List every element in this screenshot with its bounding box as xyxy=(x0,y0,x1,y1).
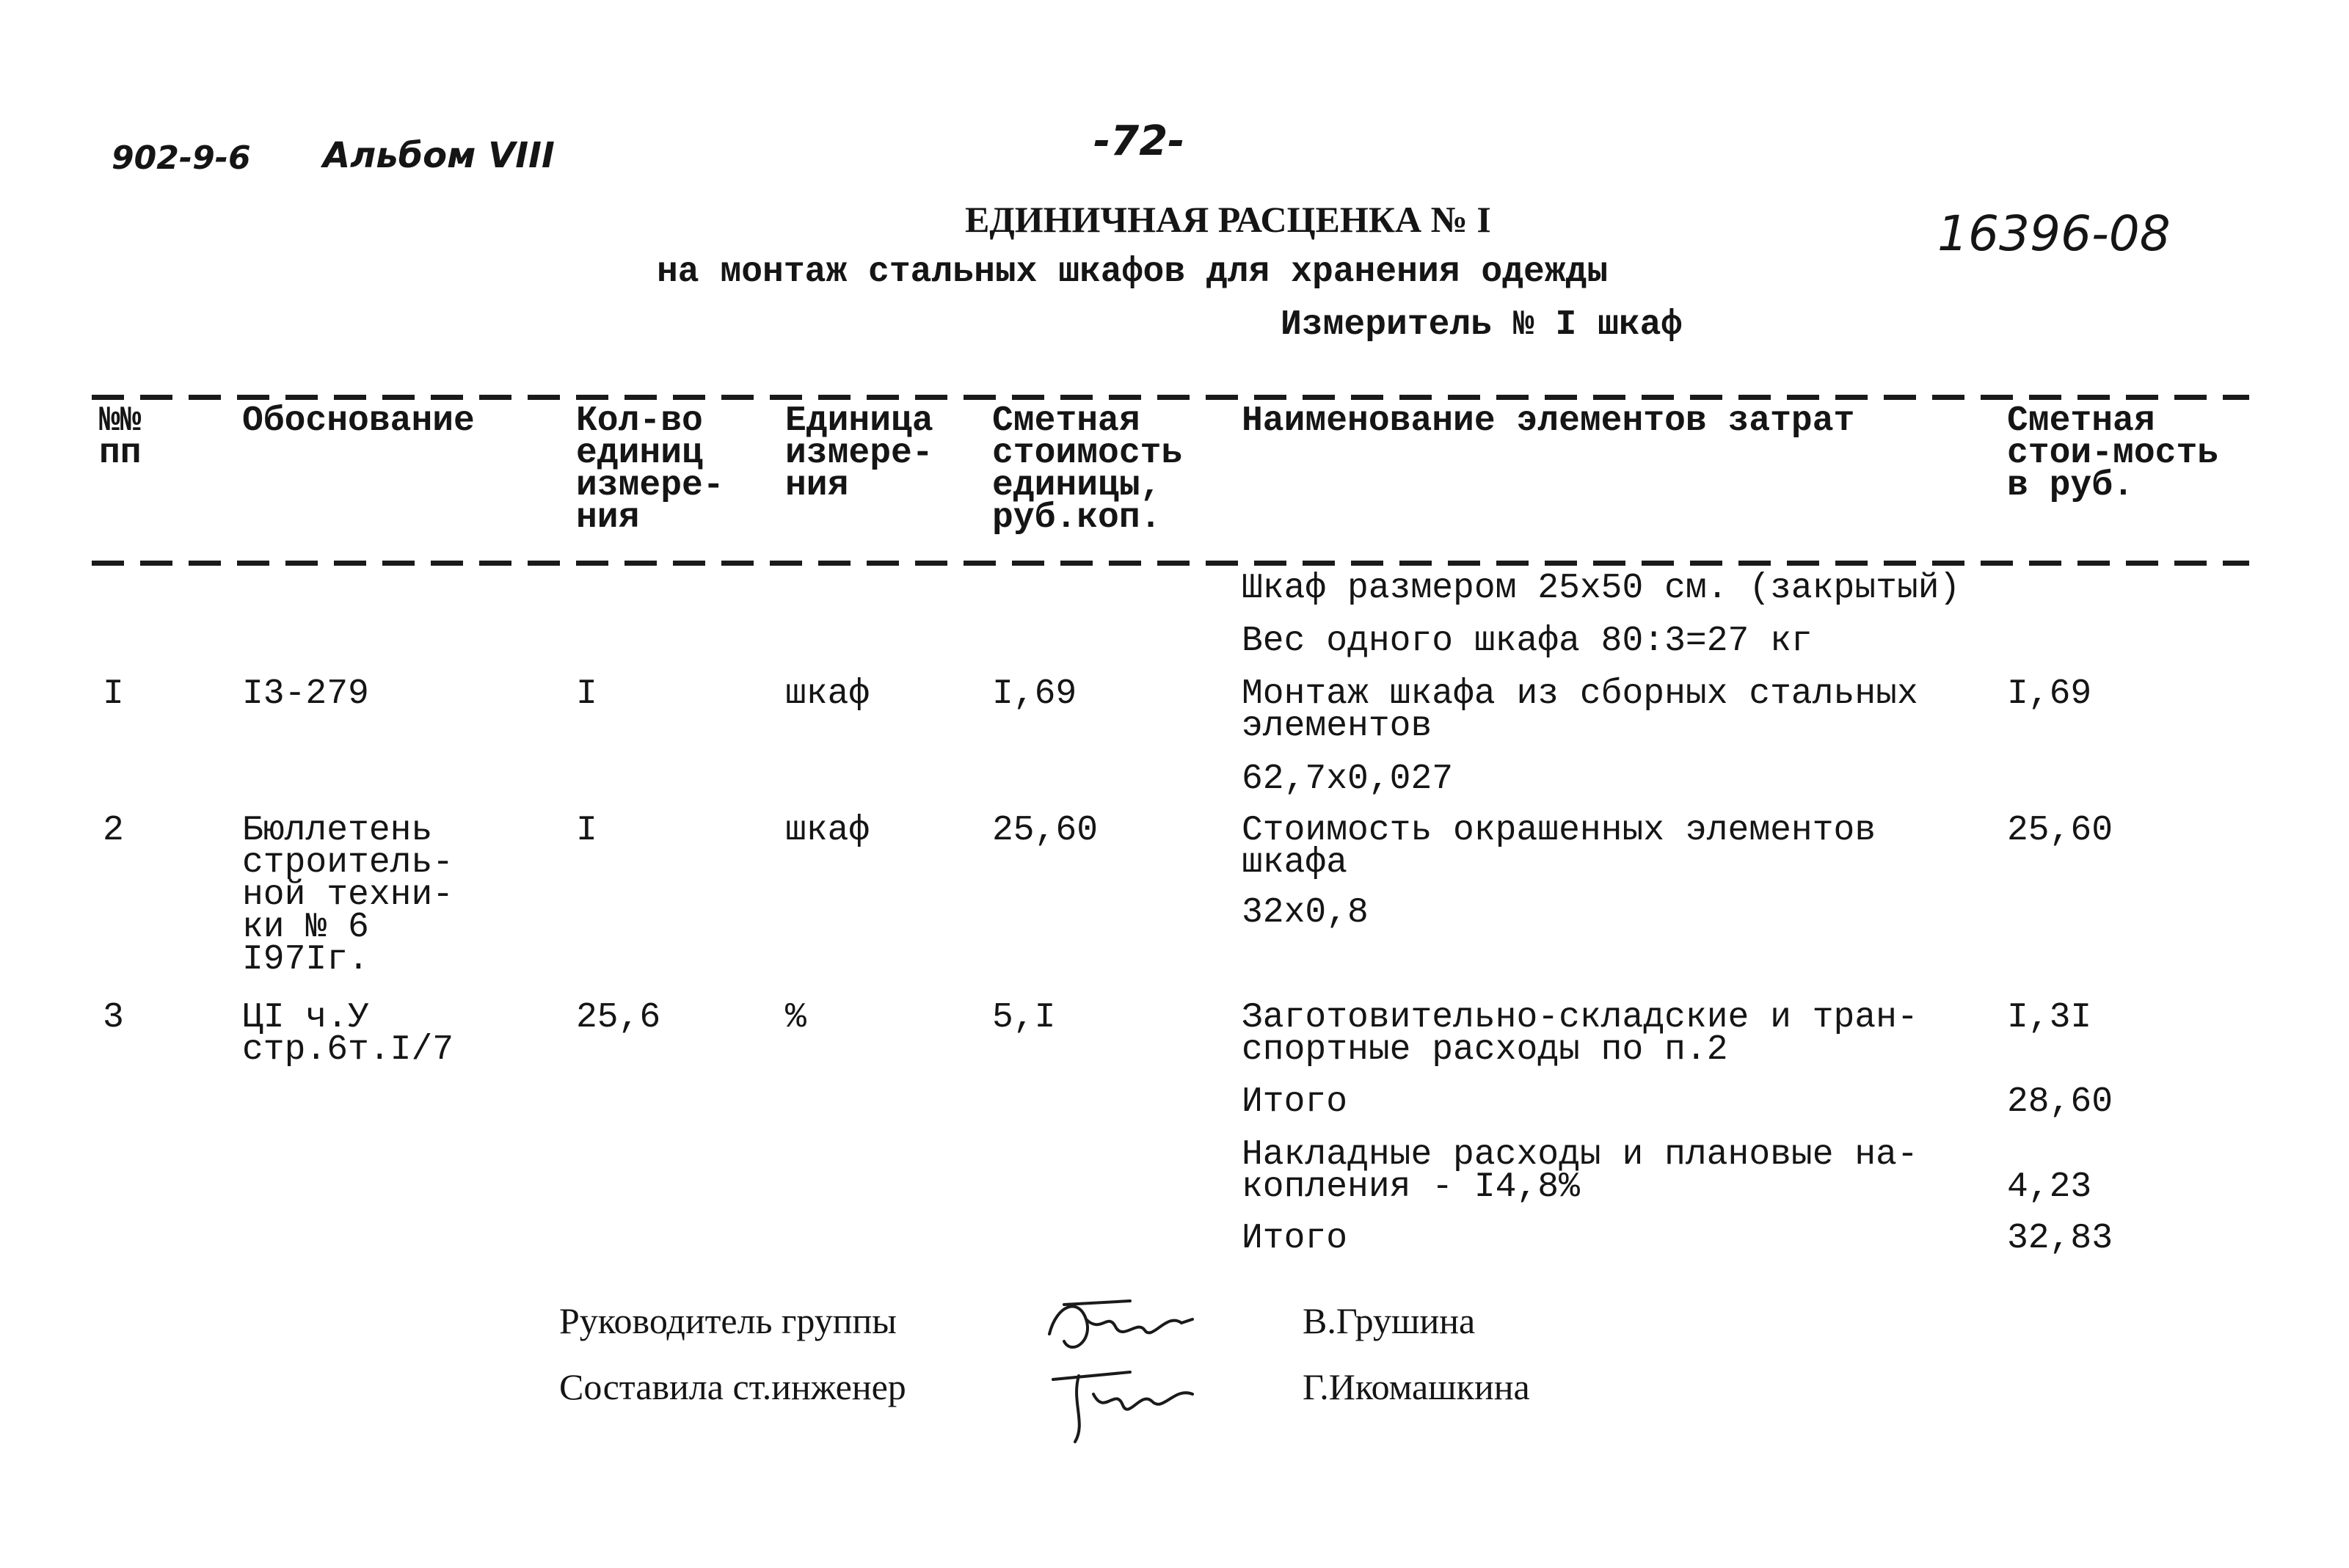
signature-role: Руководитель группы xyxy=(559,1300,897,1341)
intro-line: Шкаф размером 25х50 см. (закрытый) xyxy=(1242,569,1961,608)
summary-value: 28,60 xyxy=(2007,1082,2113,1122)
row-num: 2 xyxy=(103,811,124,850)
summary-value: 4,23 xyxy=(2007,1167,2092,1207)
row-unit-cost: 5,I xyxy=(992,998,1056,1038)
summary-label: Итого xyxy=(1242,1219,1348,1258)
row-unit: шкаф xyxy=(785,674,870,714)
col-header-unit-cost: Сметная стоимость единицы, руб.коп. xyxy=(992,401,1183,538)
row-basis: ЦI ч.У стр.6т.I/7 xyxy=(242,998,454,1070)
row-num: I xyxy=(103,674,124,714)
row-qty: I xyxy=(576,811,597,850)
col-header-qty: Кол-во единиц измере-ния xyxy=(576,401,724,538)
row-calc: 62,7х0,027 xyxy=(1242,759,1454,799)
signature-name: Г.Икомашкина xyxy=(1303,1366,1530,1407)
col-header-num: №№ пп xyxy=(99,401,142,473)
row-calc: 32х0,8 xyxy=(1242,893,1369,933)
page-number: -72- xyxy=(1093,117,1185,165)
summary-value: 32,83 xyxy=(2007,1219,2113,1258)
row-unit: шкаф xyxy=(785,811,870,850)
col-header-unit: Единица измере-ния xyxy=(785,401,933,506)
row-total: I,3I xyxy=(2007,998,2092,1038)
row-basis: I3-279 xyxy=(242,674,369,714)
row-name: Монтаж шкафа из сборных стальных элементов xyxy=(1242,674,1918,746)
row-name: Заготовительно-складские и тран-спортные расходы по п.2 xyxy=(1242,998,1918,1070)
row-unit-cost: 25,60 xyxy=(992,811,1099,850)
header-top-rule xyxy=(92,395,2249,400)
measure-unit: Измеритель № I шкаф xyxy=(1281,305,1683,345)
album-ref: 902-9-6 xyxy=(112,139,251,177)
row-qty: 25,6 xyxy=(576,998,661,1038)
intro-line: Вес одного шкафа 80:3=27 кг xyxy=(1242,621,1813,661)
col-header-basis: Обоснование xyxy=(242,401,475,441)
signature-role: Составила ст.инженер xyxy=(559,1366,906,1407)
row-total: 25,60 xyxy=(2007,811,2113,850)
row-qty: I xyxy=(576,674,597,714)
col-header-name: Наименование элементов затрат xyxy=(1242,401,1855,441)
row-unit: % xyxy=(785,998,806,1038)
row-num: 3 xyxy=(103,998,124,1038)
album-label: Альбом VIII xyxy=(323,135,555,176)
col-header-total: Сметная стои-мость в руб. xyxy=(2007,401,2219,506)
page-title: ЕДИНИЧНАЯ РАСЦЕНКА № I xyxy=(965,199,1491,240)
row-total: I,69 xyxy=(2007,674,2092,714)
row-basis: Бюллетень строитель-ной техни-ки № 6 I97Iг. xyxy=(242,811,454,980)
doc-number: 16396-08 xyxy=(1937,205,2171,262)
row-unit-cost: I,69 xyxy=(992,674,1077,714)
page-subtitle: на монтаж стальных шкафов для хранения одежды xyxy=(657,252,1609,292)
signature-scribble xyxy=(1042,1350,1203,1445)
summary-label: Накладные расходы и плановые на-копления - I4,8% xyxy=(1242,1135,1918,1207)
header-bottom-rule xyxy=(92,561,2249,566)
signature-name: В.Грушина xyxy=(1303,1300,1476,1341)
row-name: Стоимость окрашенных элементов шкафа xyxy=(1242,811,1876,883)
summary-label: Итого xyxy=(1242,1082,1348,1122)
